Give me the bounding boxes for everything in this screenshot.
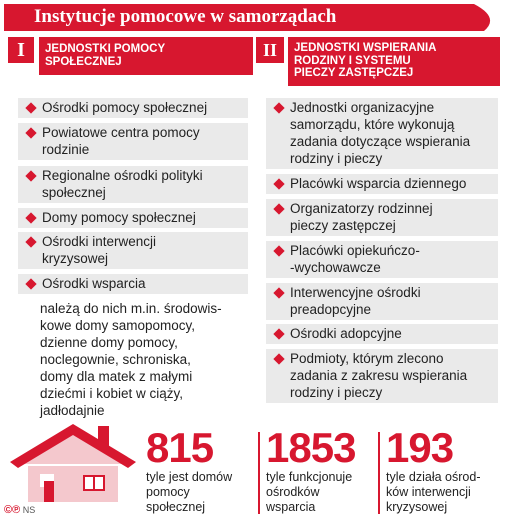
list-item	[18, 208, 248, 228]
section-1-heading-line: SPOŁECZNEJ	[45, 56, 122, 68]
list-item-text: Regionalne ośrodki polityki	[42, 168, 203, 183]
list-item	[266, 324, 498, 344]
diamond-bullet-icon	[25, 170, 36, 181]
section-1-heading-line: JEDNOSTKI POMOCY	[45, 43, 166, 55]
list-item-text: samorządu, które wykonują	[290, 117, 455, 132]
note-line: należą do nich m.in. środowis-	[40, 301, 222, 316]
note-line: dziećmi i kobiet w ciąży,	[40, 386, 184, 401]
page-title: Instytucje pomocowe w samorządach	[34, 6, 337, 27]
stat-description	[146, 470, 256, 515]
section-2-heading-line: PIECZY ZASTĘPCZEJ	[294, 67, 414, 79]
list-item	[18, 166, 248, 203]
section-2-number: II	[256, 37, 284, 63]
list-item-text: rodziny i pieczy	[290, 151, 383, 166]
list-item-text: Powiatowe centra pomocy	[42, 125, 200, 140]
section-2-heading-line: JEDNOSTKI WSPIERANIA	[294, 42, 437, 54]
diamond-bullet-icon	[25, 278, 36, 289]
list-item-text: rodzinie	[42, 142, 90, 157]
stat-description	[266, 470, 376, 515]
list-item	[266, 98, 498, 169]
list-item	[266, 241, 498, 278]
diamond-bullet-icon	[273, 178, 284, 189]
list-item-text: Ośrodki wsparcia	[42, 276, 146, 291]
list-item	[18, 123, 248, 160]
section-2-heading-line: RODZINY I SYSTEMU	[294, 54, 411, 67]
list-item-text: Ośrodki interwencji	[42, 234, 157, 249]
list-item-text: Podmioty, którym zlecono	[290, 351, 444, 366]
list-item-text: Organizatorzy rodzinnej	[290, 201, 433, 216]
diamond-bullet-icon	[273, 102, 284, 113]
section-1-note	[36, 300, 256, 419]
section-2-header	[256, 37, 500, 89]
diamond-bullet-icon	[25, 127, 36, 138]
list-item-text: Ośrodki adopcyjne	[290, 326, 402, 341]
diamond-bullet-icon	[25, 102, 36, 113]
list-item	[18, 274, 248, 294]
list-item	[266, 174, 498, 194]
note-line: kowe domy samopomocy,	[40, 318, 196, 333]
list-item	[266, 283, 498, 320]
note-line: dzienne domy pomocy,	[40, 335, 178, 350]
stat-description	[386, 470, 502, 515]
note-line: domy dla matek z małymi	[40, 369, 193, 384]
stat-description-line: pomocy	[146, 485, 190, 499]
list-item-text: Jednostki organizacyjne	[290, 100, 435, 115]
diamond-bullet-icon	[273, 287, 284, 298]
list-item-text: zadania dotyczące wspierania	[290, 134, 471, 149]
list-item-text: -wychowawcze	[290, 260, 381, 275]
stat-divider	[378, 432, 380, 514]
diamond-bullet-icon	[25, 236, 36, 247]
stat-description-line: kryzysowej	[386, 500, 448, 514]
stat-value: 193	[386, 424, 454, 471]
stat-description-line: ośrodków	[266, 485, 320, 499]
copyright-symbols: ©℗	[4, 504, 21, 516]
list-item-text: Placówki opiekuńczo-	[290, 243, 420, 258]
stat-value: 815	[146, 424, 214, 471]
list-item	[266, 199, 498, 236]
stat-description-line: wsparcia	[266, 500, 316, 514]
list-item	[266, 349, 498, 403]
diamond-bullet-icon	[273, 245, 284, 256]
stat-divider	[258, 432, 260, 514]
stat-value: 1853	[266, 424, 356, 471]
title-bar	[4, 4, 500, 31]
list-item-text: Interwencyjne ośrodki	[290, 285, 421, 300]
list-item-text: Placówki wsparcia dziennego	[290, 176, 467, 191]
list-item-text: zadania z zakresu wspierania	[290, 368, 468, 383]
list-item-text: pieczy zastępczej	[290, 218, 396, 233]
note-line: noclegownie, schroniska,	[40, 352, 191, 367]
stat-description-line: tyle działa ośrod-	[386, 470, 481, 484]
diamond-bullet-icon	[25, 212, 36, 223]
list-item-text: społecznej	[42, 185, 106, 200]
stat-description-line: ków interwencji	[386, 485, 471, 499]
stat-description-line: tyle funkcjonuje	[266, 470, 353, 484]
list-item	[18, 232, 248, 269]
section-2-heading	[288, 37, 500, 86]
list-item	[18, 98, 248, 118]
list-item-text: Domy pomocy społecznej	[42, 210, 196, 225]
note-line: jadłodajnie	[40, 403, 105, 418]
house-icon	[10, 424, 136, 502]
diamond-bullet-icon	[273, 203, 284, 214]
section-1-header	[8, 37, 253, 89]
section-1-heading	[39, 37, 253, 75]
author-initials: NS	[22, 505, 36, 515]
section-1-number: I	[8, 37, 34, 63]
list-item-text: Ośrodki pomocy społecznej	[42, 100, 208, 115]
diamond-bullet-icon	[273, 328, 284, 339]
credits	[4, 504, 35, 516]
stat-description-line: tyle jest domów	[146, 470, 233, 484]
list-item-text: preadopcyjne	[290, 302, 372, 317]
stat-description-line: społecznej	[146, 500, 206, 514]
list-item-text: rodziny i pieczy	[290, 385, 383, 400]
list-item-text: kryzysowej	[42, 251, 109, 266]
diamond-bullet-icon	[273, 353, 284, 364]
